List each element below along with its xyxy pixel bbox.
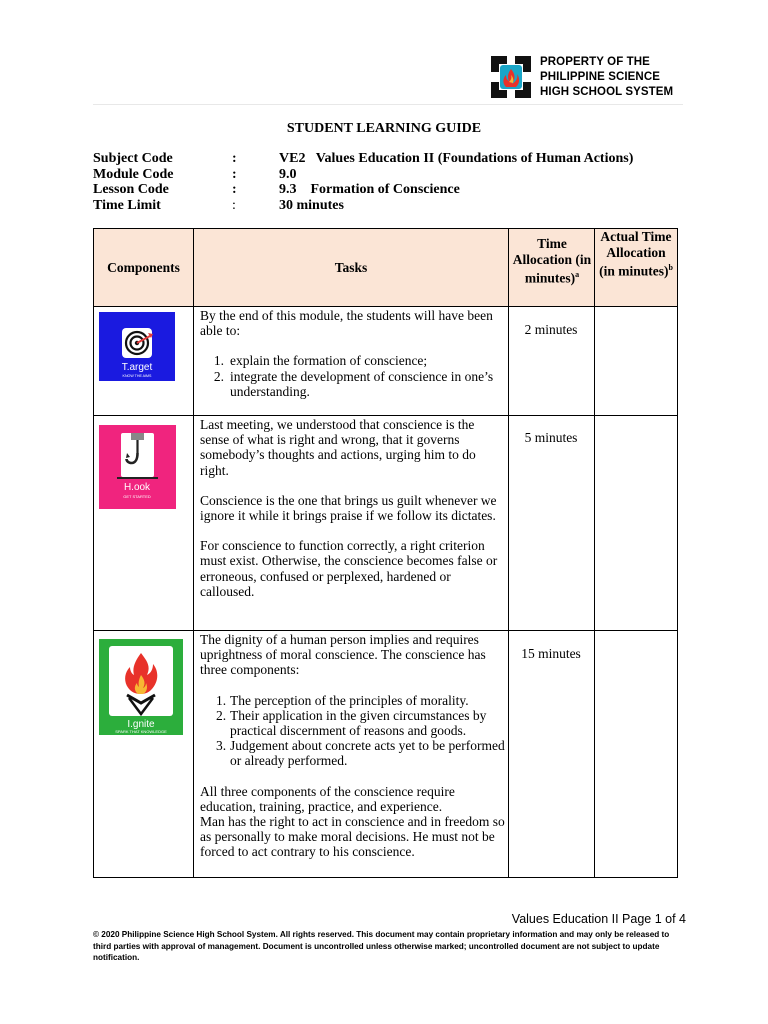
list-number: 2. bbox=[216, 707, 227, 723]
task-target-intro: By the end of this module, the students will have been able to: bbox=[200, 308, 493, 339]
pshs-logo-mark bbox=[487, 52, 535, 102]
meta-colon: : bbox=[232, 166, 237, 182]
task-ignite-p2: All three components of the conscience require education, training, practice, and experience. bbox=[200, 783, 455, 814]
list-item bbox=[200, 738, 505, 768]
list-text: explain the formation of conscience; bbox=[230, 353, 428, 369]
list-item bbox=[200, 369, 505, 399]
list-text: integrate the development of conscience in one’s understanding. bbox=[230, 368, 494, 399]
list-item bbox=[200, 353, 505, 368]
time-target: 2 minutes bbox=[524, 322, 578, 337]
meta-colon: : bbox=[232, 151, 237, 166]
target-icon-label: T.arget bbox=[121, 362, 153, 373]
learning-guide-table bbox=[93, 228, 678, 878]
list-number: 1. bbox=[216, 692, 227, 708]
ignite-icon-label: I.gnite bbox=[127, 719, 155, 730]
meta-label: Lesson Code bbox=[93, 182, 169, 197]
time-hook: 5 minutes bbox=[524, 430, 578, 445]
meta-colon: : bbox=[232, 182, 237, 197]
time-ignite: 15 minutes bbox=[521, 646, 581, 661]
hook-icon-label: H.ook bbox=[123, 482, 151, 493]
footnote-mark: a bbox=[575, 270, 580, 279]
task-hook bbox=[200, 417, 505, 599]
ignite-flame-icon bbox=[99, 639, 183, 735]
meta-value: 9.0 bbox=[279, 166, 297, 182]
list-text: Judgement about concrete acts yet to be performed or already performed. bbox=[230, 738, 505, 769]
list-number: 3. bbox=[216, 738, 227, 754]
header-tasks: Tasks bbox=[334, 260, 368, 275]
col-divider bbox=[594, 229, 595, 877]
row-divider bbox=[94, 630, 677, 631]
footer-page-number: Values Education II Page 1 of 4 bbox=[511, 912, 686, 926]
meta-label: Time Limit bbox=[93, 197, 161, 213]
meta-value: 30 minutes bbox=[279, 197, 344, 213]
task-hook-p1: Last meeting, we understood that conscience is the sense of what is right and wrong, that it governs somebody’s thoughts and actions, urging him to do right. bbox=[200, 417, 476, 478]
meta-label: Module Code bbox=[93, 166, 174, 182]
row-divider bbox=[94, 415, 677, 416]
meta-value: VE2 Values Education II (Foundations of Human Actions) bbox=[279, 151, 634, 166]
target-icon bbox=[99, 312, 175, 381]
row-divider bbox=[94, 306, 677, 307]
meta-colon: : bbox=[232, 197, 236, 213]
list-number: 2. bbox=[213, 368, 224, 384]
logo-text bbox=[540, 55, 673, 100]
task-target bbox=[200, 308, 505, 399]
logo-line-3: HIGH SCHOOL SYSTEM bbox=[540, 86, 674, 98]
list-text: Their application in the given circumstances by practical discernment of reasons and goods. bbox=[230, 707, 487, 739]
footnote-mark: b bbox=[668, 263, 673, 272]
list-number: 1. bbox=[213, 353, 224, 369]
meta-value: 9.3 Formation of Conscience bbox=[279, 182, 460, 197]
hook-icon bbox=[99, 425, 176, 509]
task-ignite bbox=[200, 632, 505, 860]
ignite-icon-sub: SPARK THAT KNOWLEDGE bbox=[115, 729, 167, 734]
task-ignite-p1: The dignity of a human person implies and requires uprightness of moral conscience. The conscience has three components: bbox=[200, 632, 486, 678]
list-text: The perception of the principles of morality. bbox=[230, 692, 469, 708]
footer-legal-notice: © 2020 Philippine Science High School System. All rights reserved. This document may contain proprietary information and may only be released to third parties with approval of management. Document is uncontrolled unless otherwise marked; uncontrolled document are not subject to update notification. bbox=[93, 930, 670, 962]
meta-label: Subject Code bbox=[93, 151, 173, 166]
header-actual-time bbox=[597, 229, 675, 279]
logo-line-1: PROPERTY OF THE bbox=[540, 56, 650, 68]
list-item bbox=[200, 708, 505, 738]
page-title: STUDENT LEARNING GUIDE bbox=[286, 121, 482, 136]
target-icon-sub: KNOW THE AIMS bbox=[122, 374, 152, 378]
col-divider bbox=[193, 229, 194, 877]
header-components: Components bbox=[107, 260, 180, 275]
logo-line-2: PHILIPPINE SCIENCE bbox=[540, 71, 661, 83]
task-hook-p3: For conscience to function correctly, a right criterion must exist. Otherwise, the conscience becomes false or erroneous, confused or perplexed, hardened or calloused. bbox=[200, 538, 498, 599]
header-actual-time-text: Actual Time Allocation (in minutes) bbox=[599, 229, 672, 279]
pshs-logo bbox=[487, 52, 682, 106]
hook-icon-sub: GET STARTED bbox=[123, 494, 151, 499]
list-item bbox=[200, 693, 505, 708]
task-hook-p2: Conscience is the one that brings us guilt whenever we ignore it while it brings praise if we follow its dictates. bbox=[200, 492, 497, 524]
header-rule bbox=[93, 104, 683, 105]
header-time-allocation-text: Time Allocation (in minutes) bbox=[512, 236, 592, 286]
header-time-allocation bbox=[512, 236, 592, 286]
task-ignite-p3: Man has the right to act in conscience and in freedom so as personally to make moral decisions. He must not be forced to act contrary to his conscience. bbox=[200, 814, 505, 860]
